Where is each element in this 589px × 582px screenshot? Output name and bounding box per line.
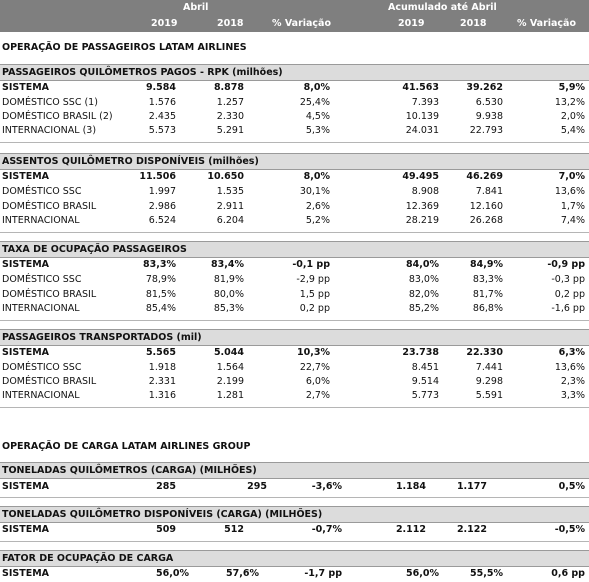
cell-abril-2018: 512 (224, 524, 244, 535)
header-col-2019-acumulado: 2019 (398, 18, 425, 29)
row-label: DOMÉSTICO BRASIL (2) (2, 111, 113, 122)
cell-acumulado-variacao: 5,4% (560, 125, 585, 136)
header-col-2018: 2018 (217, 18, 244, 29)
row-label: INTERNACIONAL (3) (2, 125, 97, 136)
cell-abril-2018: 295 (247, 481, 267, 492)
cell-acumulado-2019: 82,0% (408, 289, 439, 300)
cell-abril-2018: 1.564 (216, 362, 244, 373)
cell-abril-variacao: 30,1% (299, 186, 330, 197)
cell-acumulado-variacao: 13,6% (554, 186, 585, 197)
cell-acumulado-variacao: 7,0% (558, 171, 585, 182)
cell-acumulado-variacao: -0,3 pp (551, 274, 585, 285)
row-label: DOMÉSTICO BRASIL (2, 201, 97, 212)
row-label: INTERNACIONAL (2, 215, 80, 226)
cell-acumulado-2018: 81,7% (472, 289, 503, 300)
cell-acumulado-2019: 5.773 (411, 390, 439, 401)
cell-abril-2018: 5.044 (213, 347, 244, 358)
cell-acumulado-2018: 7.441 (475, 362, 503, 373)
cell-abril-variacao: 22,7% (299, 362, 330, 373)
cell-acumulado-variacao: 13,2% (554, 97, 585, 108)
cell-acumulado-2019: 10.139 (405, 111, 439, 122)
row-label: SISTEMA (2, 171, 49, 182)
cell-abril-2019: 5.565 (145, 347, 176, 358)
cell-abril-2019: 285 (156, 481, 176, 492)
cell-acumulado-variacao: 0,2 pp (554, 289, 585, 300)
cell-acumulado-variacao: 2,0% (560, 111, 585, 122)
cell-abril-variacao: 5,3% (305, 125, 330, 136)
passenger-operations-title: OPERAÇÃO DE PASSAGEIROS LATAM AIRLINES (2, 42, 247, 53)
cell-acumulado-2018: 9.938 (475, 111, 503, 122)
cell-acumulado-2019: 56,0% (406, 568, 439, 579)
cell-abril-2019: 1.918 (148, 362, 176, 373)
section-title: TONELADAS QUILÔMETRO DISPONÍVEIS (CARGA) (MILHÕES) (2, 509, 323, 520)
cell-abril-2019: 56,0% (156, 568, 189, 579)
cell-acumulado-2019: 8.451 (411, 362, 439, 373)
header-col-variacao: % Variação (272, 18, 331, 29)
section-divider (0, 142, 589, 143)
cell-abril-2018: 5.291 (216, 125, 244, 136)
cell-acumulado-variacao: 6,3% (558, 347, 585, 358)
row-label: INTERNACIONAL (2, 390, 80, 401)
cell-abril-variacao: 25,4% (299, 97, 330, 108)
section-title: PASSAGEIROS TRANSPORTADOS (mil) (2, 332, 202, 343)
cell-abril-2018: 83,4% (211, 259, 244, 270)
section-title: TONELADAS QUILÔMETROS (CARGA) (MILHÕES) (2, 465, 257, 476)
cell-abril-2018: 6.204 (216, 215, 244, 226)
cell-acumulado-2019: 41.563 (402, 82, 439, 93)
cell-abril-variacao: 2,6% (305, 201, 330, 212)
cell-abril-variacao: -0,1 pp (292, 259, 330, 270)
cell-abril-2018: 8.878 (213, 82, 244, 93)
header-col-2018-acumulado: 2018 (460, 18, 487, 29)
cell-abril-2018: 1.281 (216, 390, 244, 401)
cell-abril-variacao: 8,0% (303, 171, 330, 182)
row-label: SISTEMA (2, 481, 49, 492)
cell-abril-variacao: 6,0% (305, 376, 330, 387)
cell-acumulado-2018: 6.530 (475, 97, 503, 108)
cell-abril-2019: 2.331 (148, 376, 176, 387)
cell-acumulado-2018: 39.262 (466, 82, 503, 93)
cell-acumulado-2018: 84,9% (470, 259, 503, 270)
cell-abril-2019: 509 (156, 524, 176, 535)
cell-acumulado-2018: 9.298 (475, 376, 503, 387)
cell-abril-2018: 57,6% (226, 568, 259, 579)
cell-abril-variacao: 2,7% (305, 390, 330, 401)
cell-acumulado-2019: 2.112 (395, 524, 426, 535)
cell-abril-2019: 78,9% (145, 274, 176, 285)
header-col-2019: 2019 (151, 18, 178, 29)
cell-acumulado-2019: 83,0% (408, 274, 439, 285)
cell-acumulado-2018: 12.160 (469, 201, 503, 212)
row-label: DOMÉSTICO SSC (2, 362, 82, 373)
cell-acumulado-variacao: 3,3% (560, 390, 585, 401)
row-label: DOMÉSTICO BRASIL (2, 289, 97, 300)
cell-acumulado-variacao: 5,9% (558, 82, 585, 93)
cell-acumulado-2018: 55,5% (470, 568, 503, 579)
cell-acumulado-2018: 26.268 (469, 215, 503, 226)
cell-acumulado-2018: 7.841 (475, 186, 503, 197)
cell-acumulado-2019: 7.393 (411, 97, 439, 108)
cell-abril-2019: 83,3% (143, 259, 176, 270)
cell-acumulado-2019: 84,0% (406, 259, 439, 270)
row-label: SISTEMA (2, 259, 49, 270)
section-divider (0, 320, 589, 321)
cell-acumulado-variacao: -0,5% (554, 524, 585, 535)
section-divider (0, 232, 589, 233)
row-label: DOMÉSTICO SSC (2, 274, 82, 285)
cargo-operations-title: OPERAÇÃO DE CARGA LATAM AIRLINES GROUP (2, 441, 251, 452)
cell-acumulado-2019: 85,2% (408, 303, 439, 314)
cell-abril-2019: 2.986 (148, 201, 176, 212)
cell-abril-variacao: 10,3% (297, 347, 330, 358)
section-divider (0, 407, 589, 408)
cell-abril-2019: 5.573 (148, 125, 176, 136)
cell-abril-2018: 85,3% (213, 303, 244, 314)
cell-acumulado-2018: 5.591 (475, 390, 503, 401)
cell-acumulado-variacao: 2,3% (560, 376, 585, 387)
cell-acumulado-variacao: 0,6 pp (551, 568, 585, 579)
cell-abril-2018: 2.199 (216, 376, 244, 387)
cell-abril-2019: 6.524 (148, 215, 176, 226)
header-group-acumulado: Acumulado até Abril (388, 2, 497, 13)
cell-acumulado-variacao: 7,4% (560, 215, 585, 226)
cell-acumulado-2019: 23.738 (402, 347, 439, 358)
cell-abril-variacao: -2,9 pp (296, 274, 330, 285)
row-label: SISTEMA (2, 568, 49, 579)
cell-acumulado-2018: 46.269 (466, 171, 503, 182)
cell-abril-2019: 81,5% (145, 289, 176, 300)
cell-abril-2019: 85,4% (145, 303, 176, 314)
cell-abril-2018: 2.911 (216, 201, 244, 212)
cell-acumulado-2018: 86,8% (472, 303, 503, 314)
cell-acumulado-2019: 28.219 (405, 215, 439, 226)
row-label: SISTEMA (2, 524, 49, 535)
cell-acumulado-variacao: -1,6 pp (551, 303, 585, 314)
cell-acumulado-2019: 8.908 (411, 186, 439, 197)
section-title: ASSENTOS QUILÔMETRO DISPONÍVEIS (milhões) (2, 156, 259, 167)
cell-abril-variacao: 4,5% (305, 111, 330, 122)
cell-abril-2019: 2.435 (148, 111, 176, 122)
header-band-top (0, 0, 589, 16)
cell-abril-2019: 1.997 (148, 186, 176, 197)
cell-abril-2019: 1.316 (148, 390, 176, 401)
cell-abril-2018: 1.257 (216, 97, 244, 108)
cell-abril-variacao: -3,6% (311, 481, 342, 492)
section-title: PASSAGEIROS QUILÔMETROS PAGOS - RPK (milhões) (2, 67, 283, 78)
header-col-variacao-acumulado: % Variação (517, 18, 576, 29)
row-label: INTERNACIONAL (2, 303, 80, 314)
section-title: FATOR DE OCUPAÇÃO DE CARGA (2, 553, 174, 564)
cell-abril-2019: 11.506 (139, 171, 176, 182)
cell-abril-variacao: -0,7% (311, 524, 342, 535)
cell-abril-2018: 2.330 (216, 111, 244, 122)
cell-abril-2019: 9.584 (145, 82, 176, 93)
cell-abril-variacao: 0,2 pp (299, 303, 330, 314)
cell-acumulado-2018: 83,3% (472, 274, 503, 285)
section-divider (0, 541, 589, 542)
cell-abril-2018: 1.535 (216, 186, 244, 197)
section-divider (0, 497, 589, 498)
row-label: DOMÉSTICO SSC (2, 186, 82, 197)
cell-abril-variacao: 1,5 pp (299, 289, 330, 300)
cell-acumulado-2019: 1.184 (395, 481, 426, 492)
row-label: SISTEMA (2, 82, 49, 93)
cell-acumulado-variacao: 0,5% (558, 481, 585, 492)
cell-acumulado-2019: 49.495 (402, 171, 439, 182)
cell-acumulado-variacao: -0,9 pp (547, 259, 585, 270)
cell-acumulado-variacao: 1,7% (560, 201, 585, 212)
cell-acumulado-2019: 9.514 (411, 376, 439, 387)
cell-acumulado-2018: 22.330 (466, 347, 503, 358)
cell-abril-2018: 80,0% (213, 289, 244, 300)
row-label: DOMÉSTICO BRASIL (2, 376, 97, 387)
cell-abril-2019: 1.576 (148, 97, 176, 108)
cell-abril-variacao: -1,7 pp (304, 568, 342, 579)
cell-acumulado-2019: 12.369 (405, 201, 439, 212)
cell-acumulado-2018: 2.122 (456, 524, 487, 535)
section-title: TAXA DE OCUPAÇÃO PASSAGEIROS (2, 244, 187, 255)
cell-abril-variacao: 5,2% (305, 215, 330, 226)
cell-acumulado-variacao: 13,6% (554, 362, 585, 373)
cell-acumulado-2019: 24.031 (405, 125, 439, 136)
cell-acumulado-2018: 22.793 (469, 125, 503, 136)
cell-abril-variacao: 8,0% (303, 82, 330, 93)
header-group-abril: Abril (183, 2, 209, 13)
row-label: SISTEMA (2, 347, 49, 358)
cell-acumulado-2018: 1.177 (456, 481, 487, 492)
cell-abril-2018: 10.650 (207, 171, 244, 182)
cell-abril-2018: 81,9% (213, 274, 244, 285)
row-label: DOMÉSTICO SSC (1) (2, 97, 98, 108)
